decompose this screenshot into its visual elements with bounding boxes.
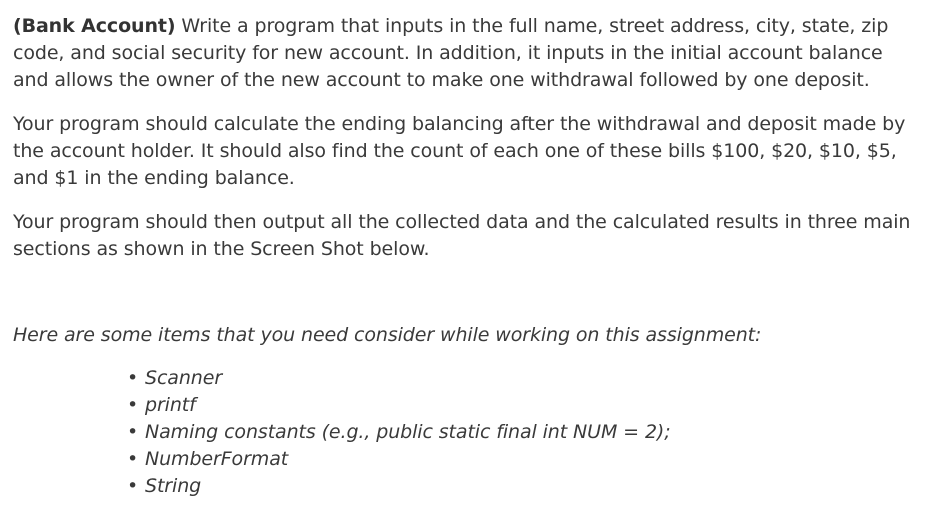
list-item	[127, 392, 922, 419]
list-item	[127, 365, 922, 392]
list-item-text: String	[145, 475, 202, 497]
list-item	[127, 473, 922, 500]
paragraph-calculation: Your program should calculate the ending balancing after the withdrawal and deposit made by the account holder. It should also find the count of each one of these bills $100, $20, $10, $5, and $1 in the ending balance.	[13, 113, 906, 189]
bullet-icon: •	[127, 421, 139, 443]
list-item-text: NumberFormat	[145, 448, 289, 470]
list-item	[127, 419, 922, 446]
bullet-icon: •	[127, 448, 139, 470]
list-item-text: Naming constants (e.g., public static final int NUM = 2);	[145, 421, 671, 443]
bullet-icon: •	[127, 475, 139, 497]
paragraph-requirements-text: Write a program that inputs in the full name, street address, city, state, zip code, and social security for new account. In addition, it inputs in the initial account balance and allows the owner of the new account to make one withdrawal followed by one deposit.	[13, 15, 889, 91]
list-item-text: printf	[145, 394, 196, 416]
list-item-text: Scanner	[145, 367, 223, 389]
bullet-icon: •	[127, 367, 139, 389]
assignment-title: (Bank Account)	[13, 15, 176, 37]
list-item	[127, 446, 922, 473]
paragraph-requirements	[13, 13, 922, 94]
paragraph-output: Your program should then output all the collected data and the calculated results in three main sections as shown in the Screen Shot below.	[13, 211, 911, 260]
bullet-icon: •	[127, 394, 139, 416]
considerations-list	[13, 365, 922, 500]
considerations-intro: Here are some items that you need consider while working on this assignment:	[13, 324, 762, 346]
